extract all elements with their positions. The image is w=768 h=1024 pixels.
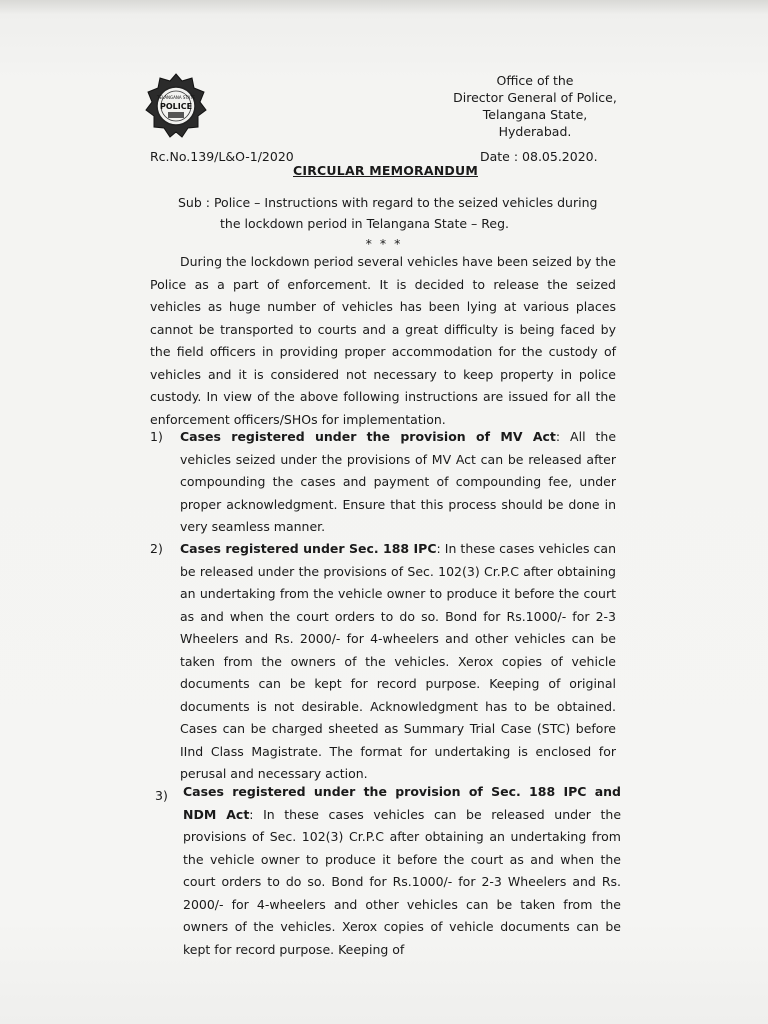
police-badge-icon	[144, 72, 208, 140]
memo-date: Date : 08.05.2020.	[480, 149, 598, 164]
item-3-text	[183, 781, 621, 961]
item-1-title: Cases registered under the provision of MV Act	[180, 429, 556, 444]
office-line-3: Telangana State,	[482, 107, 588, 122]
office-line-1: Office of the	[496, 73, 574, 88]
item-1-body: : All the vehicles seized under the provisions of MV Act can be released after compounding the cases and payment of compounding fee, under proper acknowledgment. Ensure that this process should be done in very seamless manner.	[180, 429, 617, 534]
item-1-number: 1)	[150, 429, 163, 444]
intro-paragraph: During the lockdown period several vehicles have been seized by the Police as a part of enforcement. It is decided to release the seized vehicles as huge number of vehicles has been lying at various places cannot be transported to courts and a great difficulty is being faced by the field officers in providing proper accommodation for the custody of vehicles and it is considered not necessary to keep property in police custody. In view of the above following instructions are issued for all the enforcement officers/SHOs for implementation.	[150, 254, 616, 427]
logo-top-text: TELANGANA STATE	[157, 95, 195, 100]
office-line-4: Hyderabad.	[498, 124, 572, 139]
item-3-number: 3)	[155, 788, 168, 803]
subject-line-1: Sub : Police – Instructions with regard to the seized vehicles during	[178, 195, 598, 210]
scan-edge-shade	[0, 0, 768, 14]
section-separator: * * *	[365, 236, 403, 251]
office-line-2: Director General of Police,	[453, 90, 617, 105]
item-2-text	[180, 538, 616, 786]
logo-main-text: POLICE	[159, 102, 193, 111]
item-3-body: : In these cases vehicles can be released under the provisions of Sec. 102(3) Cr.P.C after obtaining an undertaking from the vehicle owner to produce it before the court as and when the court orders to do so. Bond for Rs.1000/- for 2-3 Wheelers and Rs. 2000/- for 4-wheelers and other vehicles can be taken from the owners of the vehicles. Xerox copies of vehicle documents can be kept for record purpose. Keeping of	[183, 806, 622, 957]
memo-heading: CIRCULAR MEMORANDUM	[293, 163, 478, 178]
item-2-body: : In these cases vehicles can be released under the provisions of Sec. 102(3) Cr.P.C after obtaining an undertaking from the vehicle owner to produce it before the court as and when the court orders to do so. Bond for Rs.1000/- for 2-3 Wheelers and Rs. 2000/- for 4-wheelers and other vehicles can be taken from the owners of the vehicles. Xerox copies of vehicle documents can be kept for record purpose. Keeping of original documents is not desirable. Acknowledgment has to be obtained. Cases can be charged sheeted as Summary Trial Case (STC) before IInd Class Magistrate. The format for undertaking is enclosed for perusal and necessary action.	[180, 541, 616, 781]
item-1-text	[180, 426, 616, 539]
item-2-number: 2)	[150, 541, 163, 556]
office-address	[440, 72, 630, 140]
item-3-title: Cases registered under the provision of Sec. 188 IPC and NDM Act	[183, 784, 621, 822]
subject-block	[178, 192, 597, 234]
reference-number: Rc.No.139/L&O-1/2020	[150, 149, 294, 164]
item-2-title: Cases registered under Sec. 188 IPC	[180, 541, 437, 556]
subject-line-2: the lockdown period in Telangana State – Reg.	[220, 216, 509, 231]
